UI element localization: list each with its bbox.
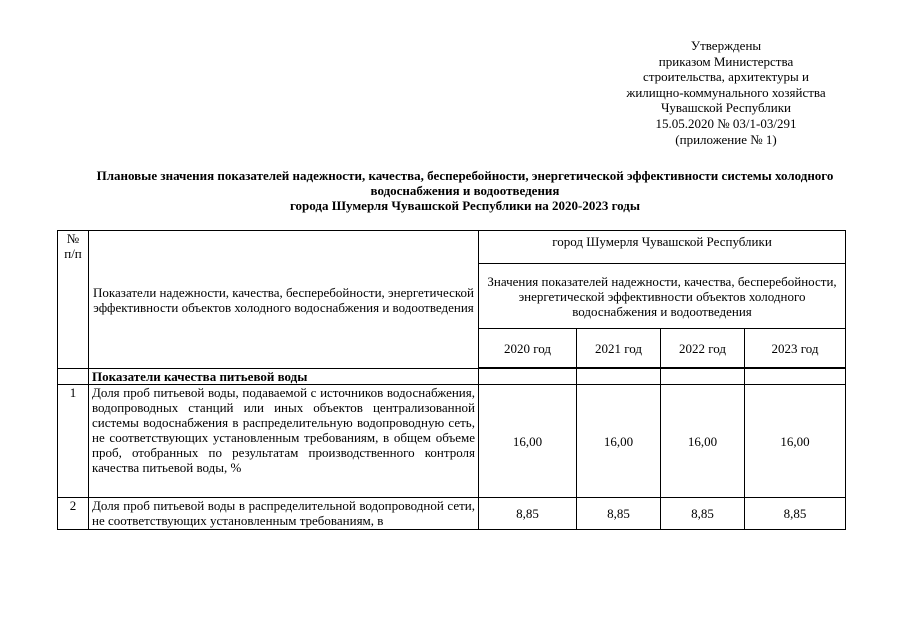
header-year: 2021 год	[577, 329, 661, 368]
title-line: Плановые значения показателей надежности, качества, бесперебойности, энергетической эффективности системы холодного	[96, 168, 834, 183]
header-year: 2023 год	[745, 329, 846, 368]
row-indicator: Доля проб питьевой воды в распределительной водопроводной сети, не соответствующих установленным требованиям, в	[89, 498, 479, 530]
header-num: № п/п	[58, 231, 89, 369]
table-row	[58, 385, 846, 498]
approval-line: Утверждены	[690, 38, 762, 53]
section-row	[58, 369, 846, 385]
section-empty	[577, 369, 661, 385]
header-year: 2022 год	[661, 329, 745, 368]
header-year: 2020 год	[479, 329, 577, 368]
header-indicator: Показатели надежности, качества, бесперебойности, энергетической эффективности объектов холодного водоснабжения и водоотведения	[89, 231, 479, 369]
row-value: 8,85	[479, 498, 577, 530]
approval-line: 15.05.2020 № 03/1-03/291	[655, 115, 797, 131]
section-empty	[661, 369, 745, 385]
row-value: 8,85	[661, 498, 745, 530]
section-title: Показатели качества питьевой воды	[89, 369, 479, 385]
approval-line: строительства, архитектуры и	[643, 69, 809, 85]
row-value: 16,00	[661, 385, 745, 498]
section-empty	[745, 369, 846, 385]
document-title	[40, 168, 890, 213]
approval-line: Чувашской Республики	[660, 100, 792, 116]
row-value: 16,00	[479, 385, 577, 498]
section-empty	[479, 369, 577, 385]
title-line: водоснабжения и водоотведения	[370, 183, 560, 198]
approval-line: (приложение № 1)	[675, 131, 777, 147]
row-value: 8,85	[577, 498, 661, 530]
row-value: 16,00	[745, 385, 846, 498]
title-line: города Шумерля Чувашской Республики на 2020-2023 годы	[289, 198, 641, 213]
row-indicator: Доля проб питьевой воды, подаваемой с источников водоснабжения, водопроводных станций или иных объектов централизованной системы водоснабжения в распределительную водопроводную сеть, не соответствующих установленным требованиям, в общем объеме проб, отобранных по результатам производственного контроля качества питьевой воды, %	[89, 385, 479, 498]
row-num: 2	[58, 498, 89, 530]
header-row	[58, 231, 846, 264]
approval-block	[600, 38, 852, 147]
header-city: город Шумерля Чувашской Республики	[479, 231, 846, 264]
indicators-table	[57, 230, 846, 530]
approval-line: приказом Министерства	[658, 53, 794, 69]
section-num	[58, 369, 89, 385]
table-row	[58, 498, 846, 530]
row-value: 8,85	[745, 498, 846, 530]
approval-line: жилищно-коммунального хозяйства	[626, 84, 826, 100]
header-values-title: Значения показателей надежности, качества, бесперебойности, энергетической эффективности объектов холодного водоснабжения и водоотведения	[479, 264, 846, 329]
row-num: 1	[58, 385, 89, 498]
row-value: 16,00	[577, 385, 661, 498]
